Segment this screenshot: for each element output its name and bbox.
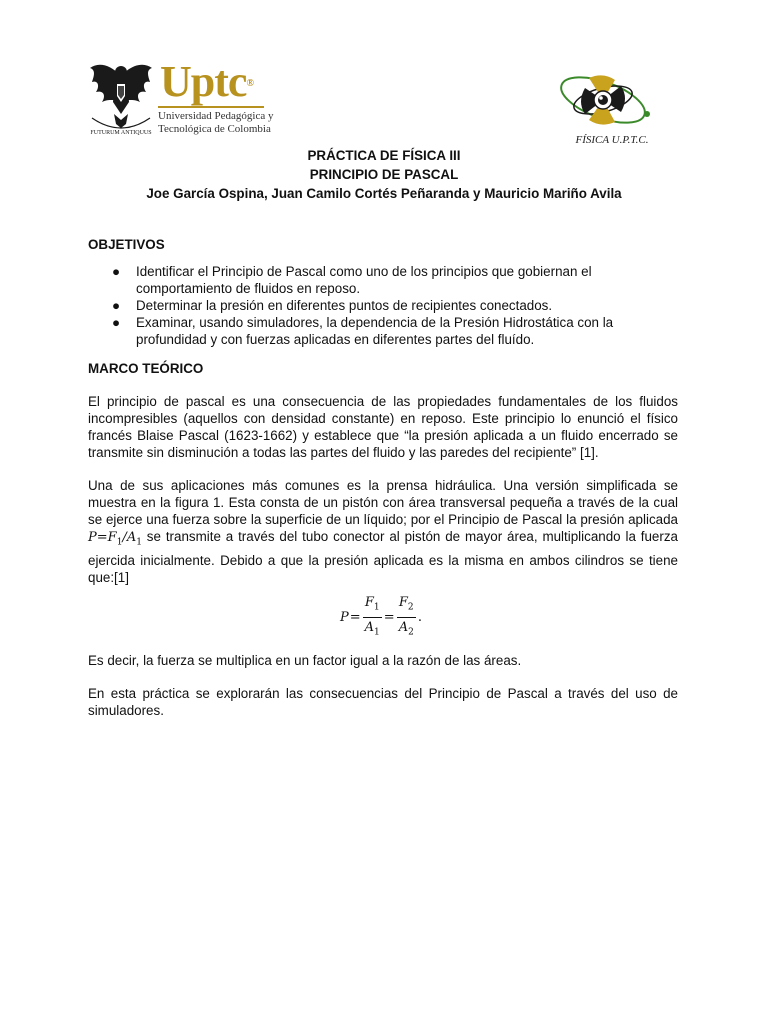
paragraph-hydraulic-press [88,477,678,586]
uptc-word: Uptc [160,57,247,106]
title-block [88,146,680,203]
math-symbol: / [122,530,127,545]
math-subscript: 1 [374,627,380,638]
math-symbol: F [364,594,374,610]
eagle-emblem-icon [88,58,154,136]
list-item [88,297,678,314]
math-subscript: 1 [136,537,142,548]
fraction-f1-a1 [363,594,382,642]
math-symbol: = [383,610,395,626]
doc-authors: Joe García Ospina, Juan Camilo Cortés Peñaranda y Mauricio Mariño Avila [146,186,622,201]
math-symbol: . [417,610,422,626]
math-symbol: F [398,594,408,610]
fisica-uptc-logo [555,68,659,150]
uptc-logo [88,58,278,140]
doc-title-line1: PRÁCTICA DE FÍSICA III [307,148,461,163]
doc-title-line2: PRINCIPIO DE PASCAL [309,167,459,182]
bullet-icon: ● [112,264,121,279]
objectives-list [88,263,678,348]
math-subscript: 2 [408,627,414,638]
list-item [88,314,678,348]
paragraph-simulators: En esta práctica se explorarán las consecuencias del Principio de Pascal a través del uso de simuladores. [88,685,678,718]
math-symbol: A [126,530,137,545]
registered-mark: ® [246,78,253,89]
eagle-motto: FUTURUM ANTIQUUS [90,130,152,136]
bullet-icon: ● [112,298,121,313]
objective-text: Examinar, usando simuladores, la dependencia de la Presión Hidrostática con la profundidad y con fuerzas aplicadas en diferentes partes del fluído. [136,315,614,347]
math-subscript: 1 [373,602,380,613]
inline-pressure-formula [88,530,142,548]
marco-teorico-heading: MARCO TEÓRICO [88,361,204,376]
uptc-divider [158,106,264,108]
objective-text: Determinar la presión en diferentes puntos de recipientes conectados. [136,298,553,313]
document-body [88,236,678,719]
math-subscript: 1 [116,537,123,548]
paragraph-force-multiplication: Es decir, la fuerza se multiplica en un factor igual a la razón de las áreas. [88,652,522,668]
math-symbol: A [398,620,409,636]
fraction-f2-a2 [397,594,416,642]
math-symbol: A [364,620,375,636]
uptc-subtitle [158,110,288,136]
atom-orbit-icon [555,68,659,134]
uptc-wordmark [160,57,253,106]
objective-text: Identificar el Principio de Pascal como uno de los principios que gobiernan el comportamiento de fluidos en reposo. [136,264,592,296]
math-symbol: P [340,610,349,626]
paragraph-text: Una de sus aplicaciones más comunes es la prensa hidráulica. Una versión simplificada se muestra en la figura 1. Esta consta de un pistón con área transversal pequeña a través de la cual se ejerce una fuerza sobre la superficie de un líquido; por el Principio de Pascal la presión aplicada [88,478,678,527]
paragraph-principle: El principio de pascal es una consecuencia de las propiedades fundamentales de los fluidos incompresibles (aquellos con densidad constante) en reposo. Este principio lo enunció el físico francés Blaise Pascal (1623-1662) y establece que “la presión aplicada a un fluido encerrado se transmite sin disminución a todas las partes del fluido y las paredes del recipiente” [1]. [88,394,678,460]
math-symbol: P [88,530,97,545]
paragraph-text: se transmite a través del tubo conector al pistón de mayor área, multiplicando la fuerza ejercida inicialmente. Debido a que la presión aplicada es la misma en ambos cilindros se tiene que:[1] [88,529,678,585]
bullet-icon: ● [112,315,121,330]
math-subscript: 2 [407,602,414,613]
fisica-caption: FÍSICA U.P.T.C. [575,134,649,146]
objectives-heading: OBJETIVOS [88,237,165,252]
math-symbol: = [349,610,361,626]
list-item [88,263,678,297]
math-symbol: F [107,530,117,545]
pascal-equation [88,596,678,646]
uptc-subtitle-line2: Tecnológica de Colombia [158,123,271,135]
uptc-subtitle-line1: Universidad Pedagógica y [158,110,274,122]
math-symbol: = [96,530,108,545]
